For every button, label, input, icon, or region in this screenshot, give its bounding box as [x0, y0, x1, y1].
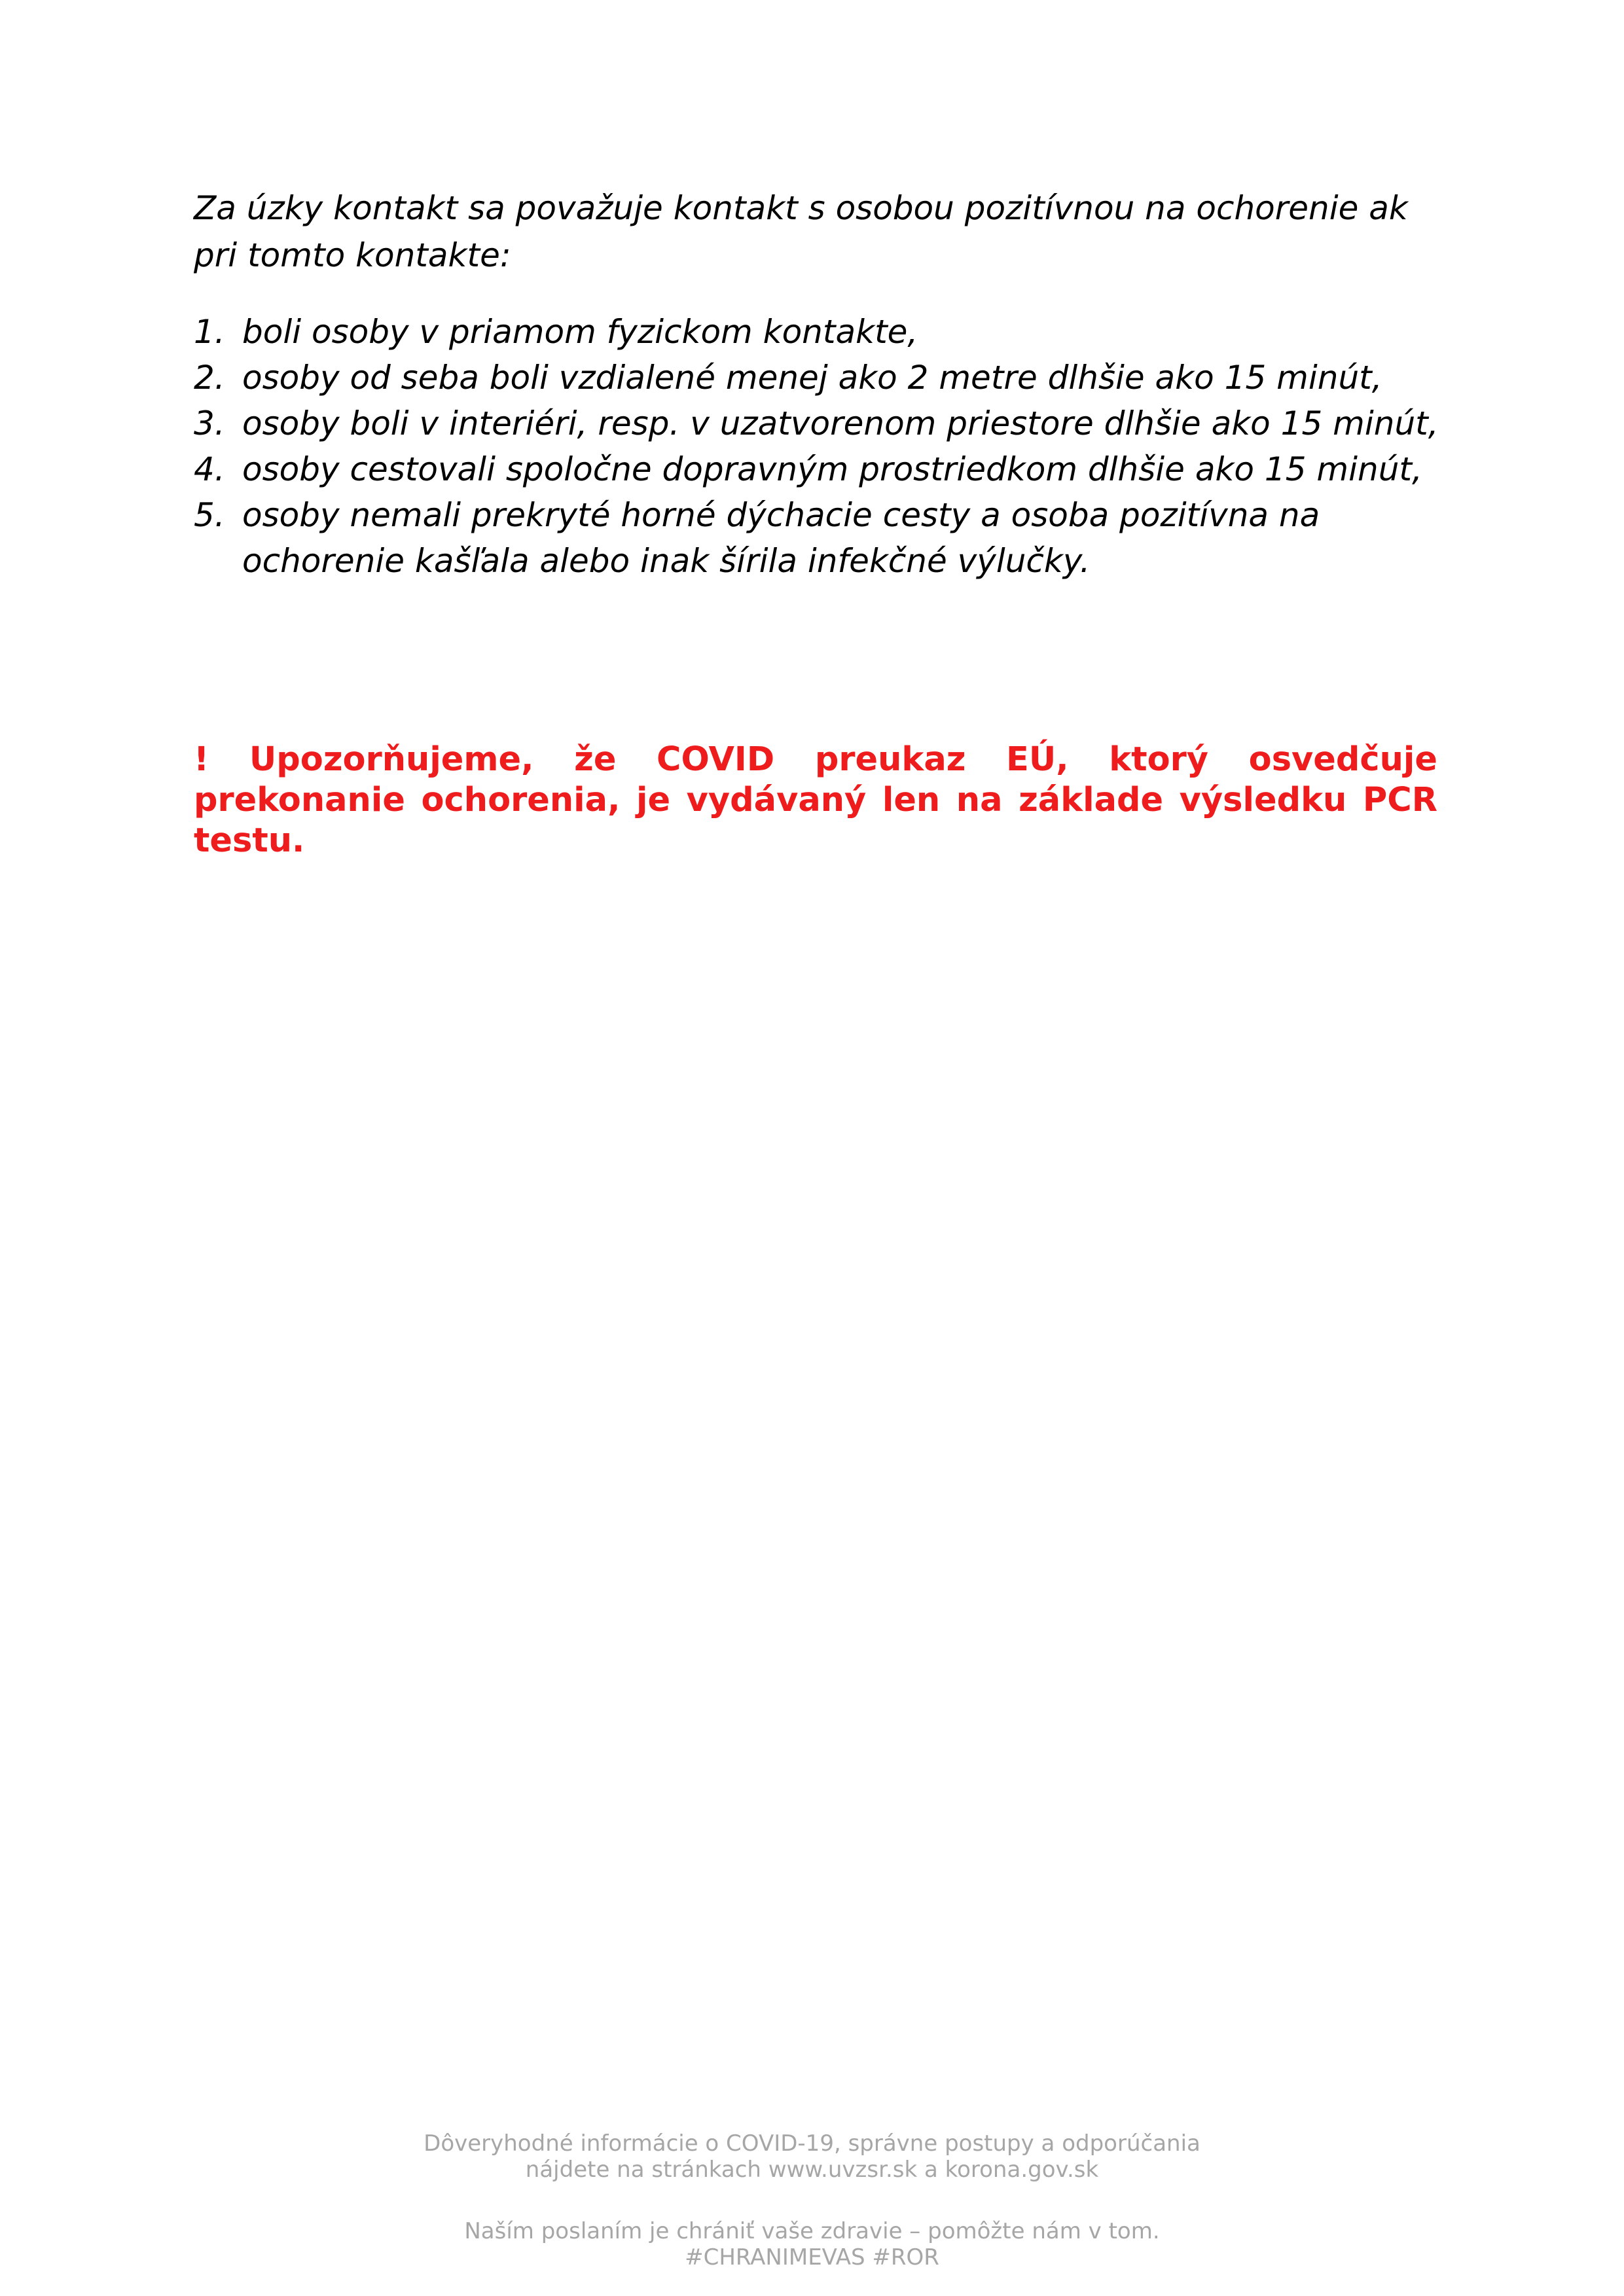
list-item	[194, 401, 1451, 446]
list-item-text: osoby nemali prekryté horné dýchacie cesty a osoba pozitívna na ochorenie kašľala alebo inak šírila infekčné výlučky.	[242, 496, 1320, 580]
intro-paragraph: Za úzky kontakt sa považuje kontakt s osobou pozitívnou na ochorenie ak pri tomto kontakte:	[194, 189, 1408, 274]
list-item	[194, 492, 1451, 584]
list-item-number: 2.	[194, 359, 225, 397]
list-item-text: osoby boli v interiéri, resp. v uzatvorenom priestore dlhšie ako 15 minút,	[242, 404, 1439, 442]
list-item	[194, 309, 1451, 355]
list-item-text: osoby cestovali spoločne dopravným prostriedkom dlhšie ako 15 minút,	[242, 450, 1422, 488]
list-item-text: osoby od seba boli vzdialené menej ako 2 metre dlhšie ako 15 minút,	[242, 359, 1382, 397]
footer-links-line: nájdete na stránkach www.uvzsr.sk a korona.gov.sk	[525, 2157, 1099, 2183]
pcr-warning-notice: ! Upozorňujeme, že COVID preukaz EÚ, ktorý osvedčuje prekonanie ochorenia, je vydávaný len na základe výsledku PCR testu.	[194, 740, 1437, 860]
list-item-number: 4.	[194, 450, 225, 488]
list-item-number: 3.	[194, 404, 225, 442]
list-item-number: 1.	[194, 313, 225, 351]
footer-hashtags: #CHRANIMEVAS #ROR	[685, 2244, 939, 2270]
close-contact-criteria-list	[194, 309, 1451, 584]
list-item	[194, 355, 1451, 401]
list-item-text: boli osoby v priamom fyzickom kontakte,	[242, 313, 918, 351]
footer-spacer	[0, 2183, 1624, 2218]
footer-info-line: Dôveryhodné informácie o COVID-19, správne postupy a odporúčania	[424, 2130, 1200, 2157]
list-item	[194, 446, 1451, 492]
list-item-number: 5.	[194, 496, 225, 534]
footer-mission-line: Naším poslaním je chrániť vaše zdravie – pomôžte nám v tom.	[464, 2218, 1160, 2244]
page-footer	[0, 2130, 1624, 2270]
